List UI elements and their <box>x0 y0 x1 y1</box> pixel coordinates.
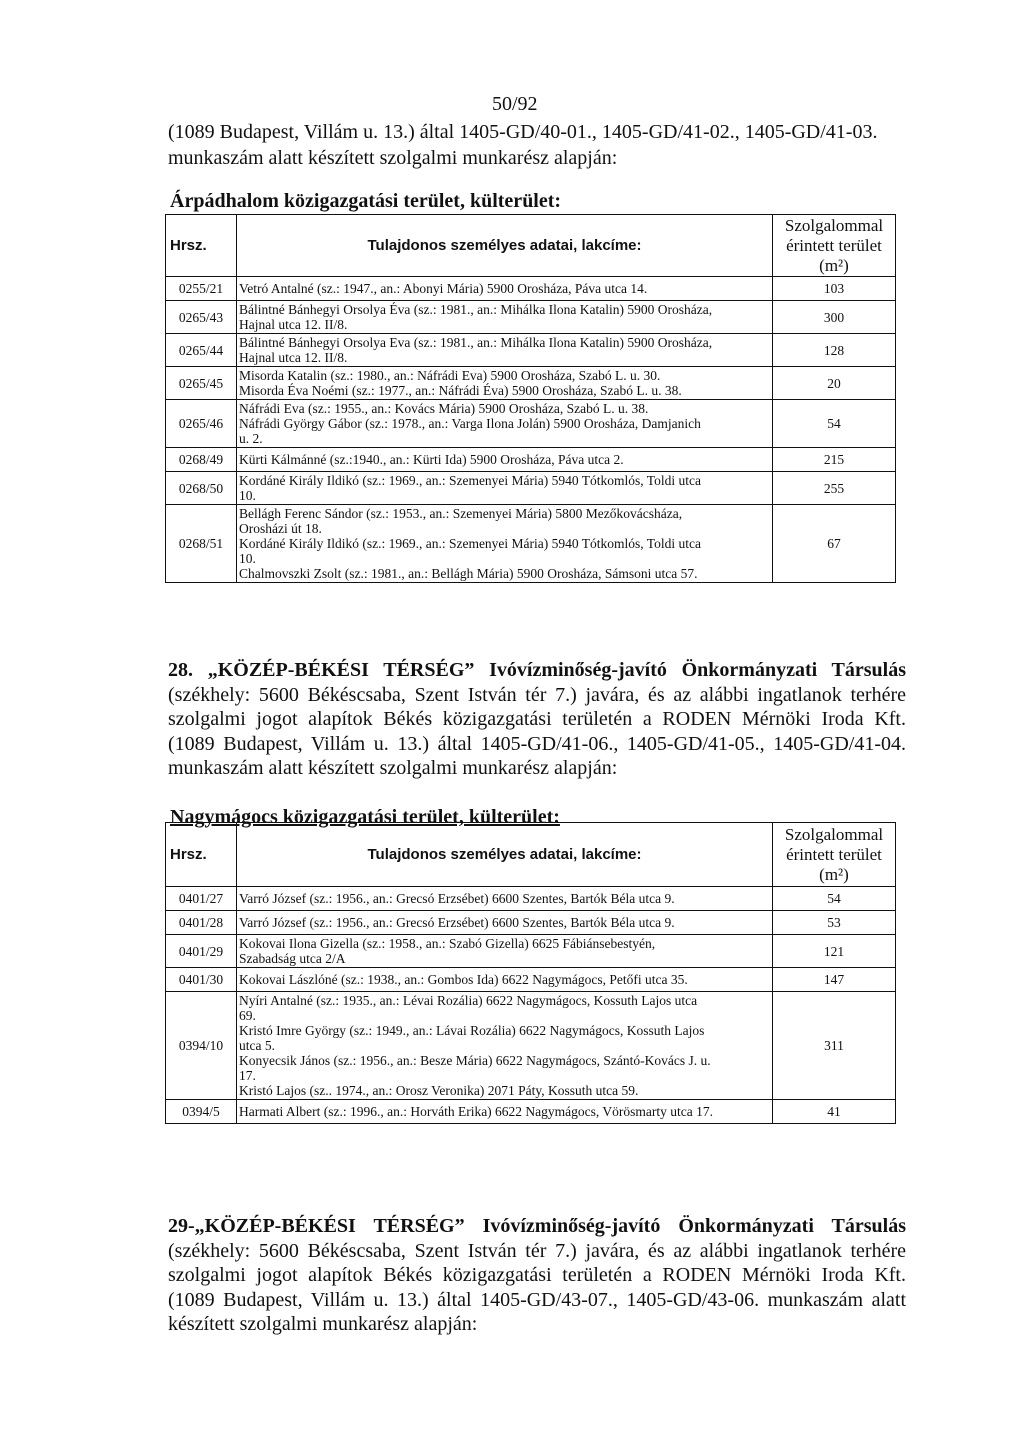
paragraph-line: (székhely: 5600 Békéscsaba, Szent István tér 7.) javára, és az alábbi ingatlanok terhére <box>168 683 906 706</box>
owner-line: Hajnal utca 12. II/8. <box>239 317 348 332</box>
owner-line: Bálintné Bánhegyi Orsolya Éva (sz.: 1981., an.: Mihálka Ilona Katalin) 5900 Orosháza, <box>239 302 713 317</box>
hrsz-cell: 0401/30 <box>166 968 237 992</box>
area-cell: 128 <box>773 334 896 367</box>
area-header-line: (m²) <box>819 864 849 884</box>
area-cell: 311 <box>773 992 896 1100</box>
owner-line: Konyecsik János (sz.: 1956., an.: Besze Mária) 6622 Nagymágocs, Szántó-Kovács J. u. <box>239 1053 711 1068</box>
area-cell: 67 <box>773 505 896 583</box>
hrsz-cell: 0265/46 <box>166 400 237 448</box>
owner-line: Kordáné Király Ildikó (sz.: 1969., an.: Szemenyei Mária) 5940 Tótkomlós, Toldi utca <box>239 473 701 488</box>
owner-cell <box>237 992 773 1100</box>
owner-cell <box>237 968 773 992</box>
table-row <box>166 277 896 301</box>
owner-cell <box>237 334 773 367</box>
owner-cell <box>237 911 773 935</box>
area-cell: 147 <box>773 968 896 992</box>
paragraph-line: munkaszám alatt készített szolgalmi munkarész alapján: <box>168 757 618 779</box>
paragraph-line: (székhely: 5600 Békéscsaba, Szent István tér 7.) javára, és az alábbi ingatlanok terhére <box>168 1239 906 1262</box>
hrsz-cell: 0401/27 <box>166 887 237 911</box>
owner-line: Nyíri Antalné (sz.: 1935., an.: Lévai Rozália) 6622 Nagymágocs, Kossuth Lajos utca <box>239 993 698 1008</box>
owner-line: Varró József (sz.: 1956., an.: Grecsó Erzsébet) 6600 Szentes, Bartók Béla utca 9. <box>239 915 675 930</box>
owner-line: 10. <box>239 488 256 503</box>
table-row <box>166 968 896 992</box>
table-row <box>166 992 896 1100</box>
property-table <box>165 214 896 583</box>
paragraph-line: 28. „KÖZÉP-BÉKÉSI TÉRSÉG” Ivóvízminőség-javító Önkormányzati Társulás <box>168 659 906 681</box>
owner-line: u. 2. <box>239 431 263 446</box>
owner-cell <box>237 277 773 301</box>
hrsz-cell: 0401/29 <box>166 935 237 968</box>
owner-line: Kokovai Ilona Gizella (sz.: 1958., an.: Szabó Gizella) 6625 Fábiánsebestyén, <box>239 936 656 951</box>
hrsz-cell: 0394/10 <box>166 992 237 1100</box>
owner-line: Chalmovszki Zsolt (sz.: 1981., an.: Bellágh Mária) 5900 Orosháza, Sámsoni utca 57. <box>239 566 698 581</box>
owner-line: Kordáné Király Ildikó (sz.: 1969., an.: Szemenyei Mária) 5940 Tótkomlós, Toldi utca <box>239 536 701 551</box>
hrsz-cell: 0255/21 <box>166 277 237 301</box>
hrsz-cell: 0401/28 <box>166 911 237 935</box>
owner-line: utca 5. <box>239 1038 275 1053</box>
table-row <box>166 887 896 911</box>
area-cell: 54 <box>773 887 896 911</box>
hrsz-cell: 0265/43 <box>166 301 237 334</box>
owner-line: 69. <box>239 1008 256 1023</box>
table-row <box>166 334 896 367</box>
area-cell: 53 <box>773 911 896 935</box>
owner-line: Orosházi út 18. <box>239 521 322 536</box>
table-row <box>166 400 896 448</box>
column-header-hrsz: Hrsz. <box>166 823 237 887</box>
hrsz-cell: 0268/51 <box>166 505 237 583</box>
hrsz-cell: 0265/44 <box>166 334 237 367</box>
owner-cell <box>237 448 773 472</box>
owner-line: Kristó Imre György (sz.: 1949., an.: Lávai Rozália) 6622 Nagymágocs, Kossuth Lajos <box>239 1023 705 1038</box>
area-header-line: (m²) <box>819 255 849 275</box>
owner-line: Bálintné Bánhegyi Orsolya Eva (sz.: 1981., an.: Mihálka Ilona Katalin) 5900 Orosháza, <box>239 335 713 350</box>
area-cell: 20 <box>773 367 896 400</box>
owner-line: Varró József (sz.: 1956., an.: Grecsó Erzsébet) 6600 Szentes, Bartók Béla utca 9. <box>239 891 675 906</box>
owner-line: Bellágh Ferenc Sándor (sz.: 1953., an.: Szemenyei Mária) 5800 Mezőkovácsháza, <box>239 506 683 521</box>
area-cell: 54 <box>773 400 896 448</box>
hrsz-cell: 0268/50 <box>166 472 237 505</box>
paragraph-line: (1089 Budapest, Villám u. 13.) által 1405-GD/43-07., 1405-GD/43-06. munkaszám alatt <box>168 1288 906 1311</box>
area-header-line: érintett terület <box>786 844 882 864</box>
table-row <box>166 911 896 935</box>
owner-line: Kokovai Lászlóné (sz.: 1938., an.: Gombos Ida) 6622 Nagymágocs, Petőfi utca 35. <box>239 972 688 987</box>
owner-line: Misorda Katalin (sz.: 1980., an.: Náfrádi Eva) 5900 Orosháza, Szabó L. u. 30. <box>239 368 661 383</box>
owner-line: Náfrádi Eva (sz.: 1955., an.: Kovács Mária) 5900 Orosháza, Szabó L. u. 38. <box>239 401 649 416</box>
hrsz-cell: 0394/5 <box>166 1100 237 1124</box>
column-header-owner: Tulajdonos személyes adatai, lakcíme: <box>237 823 773 887</box>
area-cell: 41 <box>773 1100 896 1124</box>
area-cell: 103 <box>773 277 896 301</box>
paragraph-line: szolgalmi jogot alapítok Békés közigazgatási területén a RODEN Mérnöki Iroda Kft. <box>168 708 906 730</box>
column-header-owner: Tulajdonos személyes adatai, lakcíme: <box>237 215 773 277</box>
owner-line: Kristó Lajos (sz.. 1974., an.: Orosz Veronika) 2071 Páty, Kossuth utca 59. <box>239 1083 639 1098</box>
paragraph-28 <box>168 658 906 781</box>
column-header-area <box>773 215 896 277</box>
area-header-line: érintett terület <box>786 235 882 255</box>
intro-line-1: (1089 Budapest, Villám u. 13.) által 1405-GD/40-01., 1405-GD/41-02., 1405-GD/41-03. <box>168 121 878 143</box>
area-header-line: Szolgalommal <box>784 824 884 844</box>
owner-cell <box>237 887 773 911</box>
table-row <box>166 1100 896 1124</box>
area-header-line: Szolgalommal <box>784 215 884 235</box>
owner-line: Kürti Kálmánné (sz.:1940., an.: Kürti Ida) 5900 Orosháza, Páva utca 2. <box>239 452 624 467</box>
owner-line: Harmati Albert (sz.: 1996., an.: Horváth Erika) 6622 Nagymágocs, Vörösmarty utca 17. <box>239 1104 714 1119</box>
area-cell: 121 <box>773 935 896 968</box>
owner-cell <box>237 400 773 448</box>
paragraph-line: szolgalmi jogot alapítok Békés közigazgatási területén a RODEN Mérnöki Iroda Kft. <box>168 1264 906 1286</box>
owner-line: Hajnal utca 12. II/8. <box>239 350 348 365</box>
paragraph-line: 29-„KÖZÉP-BÉKÉSI TÉRSÉG” Ivóvízminőség-javító Önkormányzati Társulás <box>168 1215 906 1237</box>
owner-line: Náfrádi György Gábor (sz.: 1978., an.: Varga Ilona Jolán) 5900 Orosháza, Damjanich <box>239 416 701 431</box>
table-row <box>166 301 896 334</box>
table-row <box>166 935 896 968</box>
column-header-hrsz: Hrsz. <box>166 215 237 277</box>
table-row <box>166 505 896 583</box>
owner-line: Szabadság utca 2/A <box>239 951 346 966</box>
owner-line: 10. <box>239 551 256 566</box>
table-row <box>166 448 896 472</box>
hrsz-cell: 0268/49 <box>166 448 237 472</box>
paragraph-line: készített szolgalmi munkarész alapján: <box>168 1313 478 1335</box>
owner-cell <box>237 935 773 968</box>
owner-cell <box>237 1100 773 1124</box>
page-number: 50/92 <box>492 93 538 115</box>
property-table <box>165 822 896 1124</box>
table-row <box>166 472 896 505</box>
section-heading: Árpádhalom közigazgatási terület, külterület: <box>170 190 562 212</box>
owner-line: Misorda Éva Noémi (sz.: 1977., an.: Náfrádi Éva) 5900 Orosháza, Szabó L. u. 38. <box>239 383 682 398</box>
area-cell: 215 <box>773 448 896 472</box>
table-row <box>166 367 896 400</box>
column-header-area <box>773 823 896 887</box>
owner-line: 17. <box>239 1068 256 1083</box>
section-heading: Nagymágocs közigazgatási terület, külterület: <box>170 806 560 828</box>
intro-line-2: munkaszám alatt készített szolgalmi munkarész alapján: <box>168 147 618 169</box>
owner-cell <box>237 301 773 334</box>
owner-cell <box>237 367 773 400</box>
area-cell: 255 <box>773 472 896 505</box>
paragraph-line: (1089 Budapest, Villám u. 13.) által 1405-GD/41-06., 1405-GD/41-05., 1405-GD/41-04. <box>168 732 906 755</box>
owner-cell <box>237 472 773 505</box>
owner-cell <box>237 505 773 583</box>
owner-line: Vetró Antalné (sz.: 1947., an.: Abonyi Mária) 5900 Orosháza, Páva utca 14. <box>239 281 648 296</box>
area-cell: 300 <box>773 301 896 334</box>
paragraph-29 <box>168 1214 906 1337</box>
hrsz-cell: 0265/45 <box>166 367 237 400</box>
